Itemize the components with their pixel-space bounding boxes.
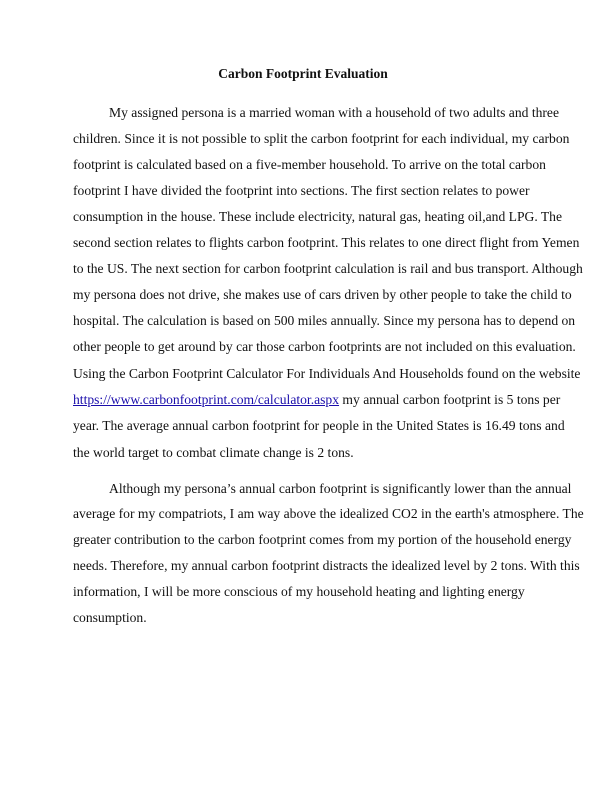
paragraph-line: to the US. The next section for carbon footprint calculation is rail and bus transport. Although [73,261,583,276]
paragraph-line: My assigned persona is a married woman with a household of two adults and three [109,105,560,120]
paragraph-line: greater contribution to the carbon footprint comes from my portion of the household energy [73,532,572,547]
calculator-link[interactable]: https://www.carbonfootprint.com/calculator.aspx [73,392,340,407]
paragraph-line: consumption in the house. These include electricity, natural gas, heating oil,and LPG. The [73,209,563,224]
paragraph-line: my persona does not drive, she makes use of cars driven by other people to take the child to [73,287,572,302]
paragraph-line: footprint is calculated based on a five-member household. To arrive on the total carbon [73,157,546,172]
paragraph-line: needs. Therefore, my annual carbon footprint distracts the idealized level by 2 tons. With this [73,558,580,573]
link-tail-text: my annual carbon footprint is 5 tons per [339,392,561,407]
paragraph-line-with-link [73,392,560,408]
paragraph-line: consumption. [73,610,147,625]
paragraph-line: other people to get around by car those carbon footprints are not included on this evaluation. [73,339,576,354]
document-title: Carbon Footprint Evaluation [218,66,388,81]
paragraph-line: average for my compatriots, I am way above the idealized CO2 in the earth's atmosphere. The [73,506,584,521]
paragraph-line: second section relates to flights carbon footprint. This relates to one direct flight from Yemen [73,235,580,250]
paragraph-line: the world target to combat climate change is 2 tons. [73,445,354,460]
paragraph-line: Although my persona’s annual carbon footprint is significantly lower than the annual [109,481,572,496]
paragraph-line: footprint I have divided the footprint into sections. The first section relates to power [73,183,530,198]
paragraph-line: hospital. The calculation is based on 500 miles annually. Since my persona has to depend on [73,313,576,328]
paragraph-line: information, I will be more conscious of my household heating and lighting energy [73,584,525,599]
paragraph-line: children. Since it is not possible to split the carbon footprint for each individual, my carbon [73,131,570,146]
paragraph-line: Using the Carbon Footprint Calculator For Individuals And Households found on the website [73,366,581,381]
paragraph-line: year. The average annual carbon footprint for people in the United States is 16.49 tons and [73,418,565,433]
